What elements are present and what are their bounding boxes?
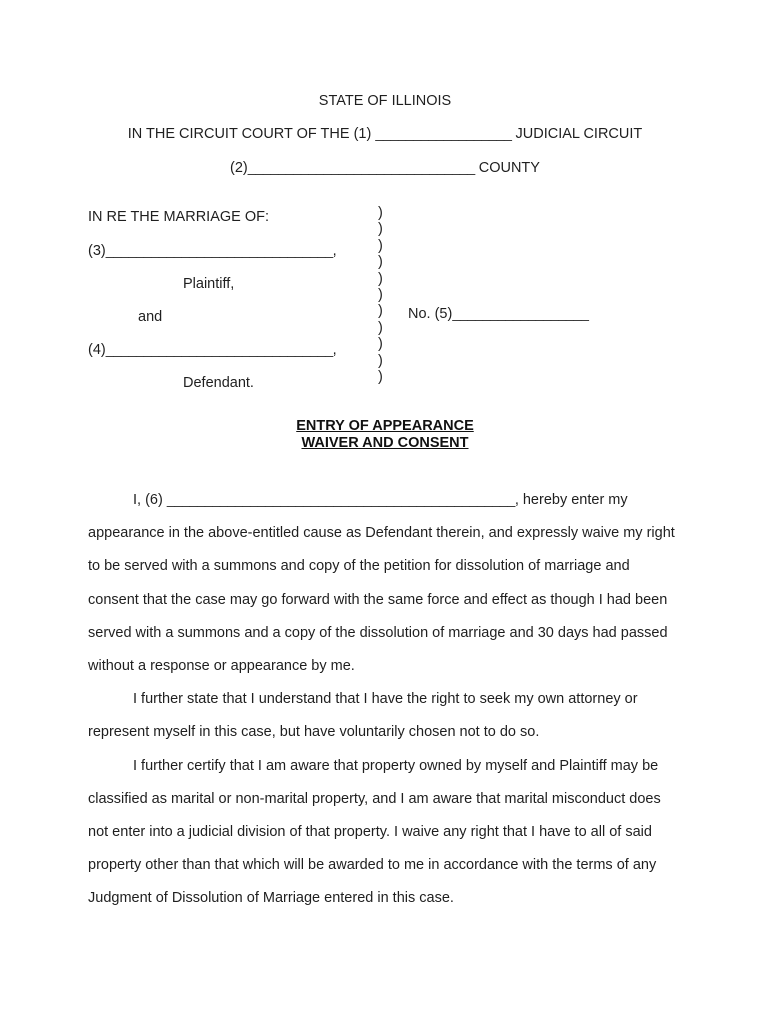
county-line (0, 160, 770, 176)
circuit-court-line (0, 126, 770, 142)
defendant-role-label: Defendant. (183, 375, 254, 391)
form-title (0, 418, 770, 452)
case-number-label: No. (5) (408, 306, 453, 322)
case-caption-block (0, 203, 770, 398)
defendant-name-line (88, 342, 337, 358)
plaintiff-comma: , (332, 243, 337, 259)
body-paragraph-3: I further certify that I am aware that property owned by myself and Plaintiff may be classified as marital or non-marital property, and I am aware that marital misconduct does not enter into a judicial division of that property. I waive any right that I have to all of said property other than that which will be awarded to me in accordance with the terms of any Judgment of Dissolution of Marriage entered in this case. (88, 757, 661, 907)
defendant-number-label: (4) (88, 342, 106, 358)
circuit-court-suffix: JUDICIAL CIRCUIT (511, 126, 643, 142)
body-paragraph-1 (88, 484, 680, 683)
document-body (88, 484, 680, 916)
defendant-name-blank[interactable]: ______________________________ (105, 342, 333, 358)
caption-paren-divider (378, 205, 383, 385)
defendant-comma: , (332, 342, 337, 358)
caption-paren: ) (378, 319, 383, 336)
affiant-name-blank[interactable]: ______________________________________________ (166, 492, 515, 508)
circuit-number-blank[interactable]: __________________ (375, 126, 512, 142)
state-heading-text: STATE OF ILLINOIS (318, 93, 452, 109)
county-name-blank[interactable]: ______________________________ (247, 160, 475, 176)
caption-paren: ) (378, 303, 383, 320)
caption-paren: ) (378, 270, 383, 287)
caption-paren: ) (378, 286, 383, 303)
form-title-line-2 (0, 435, 770, 452)
caption-paren: ) (378, 352, 383, 369)
plaintiff-name-line (88, 243, 337, 259)
county-suffix: COUNTY (474, 160, 540, 176)
body-paragraph-1-text: , hereby enter my appearance in the above-entitled cause as Defendant therein, and expressly waive my right to be served with a summons and copy of the petition for dissolution of marriage and consent that the case may go forward with the same force and effect as though I had been served with a summons and a copy of the dissolution of marriage and 30 days had passed without a response or appearance by me. (88, 492, 675, 675)
in-re-marriage-label: IN RE THE MARRIAGE OF: (88, 209, 270, 225)
form-title-line-1 (0, 418, 770, 435)
plaintiff-number-label: (3) (88, 243, 106, 259)
caption-paren: ) (378, 254, 383, 271)
county-number-label: (2) (230, 160, 248, 176)
circuit-court-prefix: IN THE CIRCUIT COURT OF THE (1) (127, 126, 376, 142)
form-title-line-1-text: ENTRY OF APPEARANCE (296, 418, 474, 434)
body-paragraph-2: I further state that I understand that I have the right to seek my own attorney or represent myself in this case, but have voluntarily chosen not to do so. (88, 691, 638, 741)
form-title-line-2-text: WAIVER AND CONSENT (301, 435, 469, 451)
affiant-name-prefix: I, (6) (133, 492, 167, 508)
case-number-line (408, 306, 588, 322)
caption-paren: ) (378, 368, 383, 385)
state-heading (0, 93, 770, 109)
caption-paren: ) (378, 221, 383, 238)
plaintiff-role-label: Plaintiff, (183, 276, 235, 292)
and-separator-label: and (138, 309, 163, 325)
case-number-blank[interactable]: __________________ (452, 306, 589, 322)
caption-paren: ) (378, 205, 383, 221)
caption-paren: ) (378, 237, 383, 254)
plaintiff-name-blank[interactable]: ______________________________ (105, 243, 333, 259)
caption-paren: ) (378, 336, 383, 353)
